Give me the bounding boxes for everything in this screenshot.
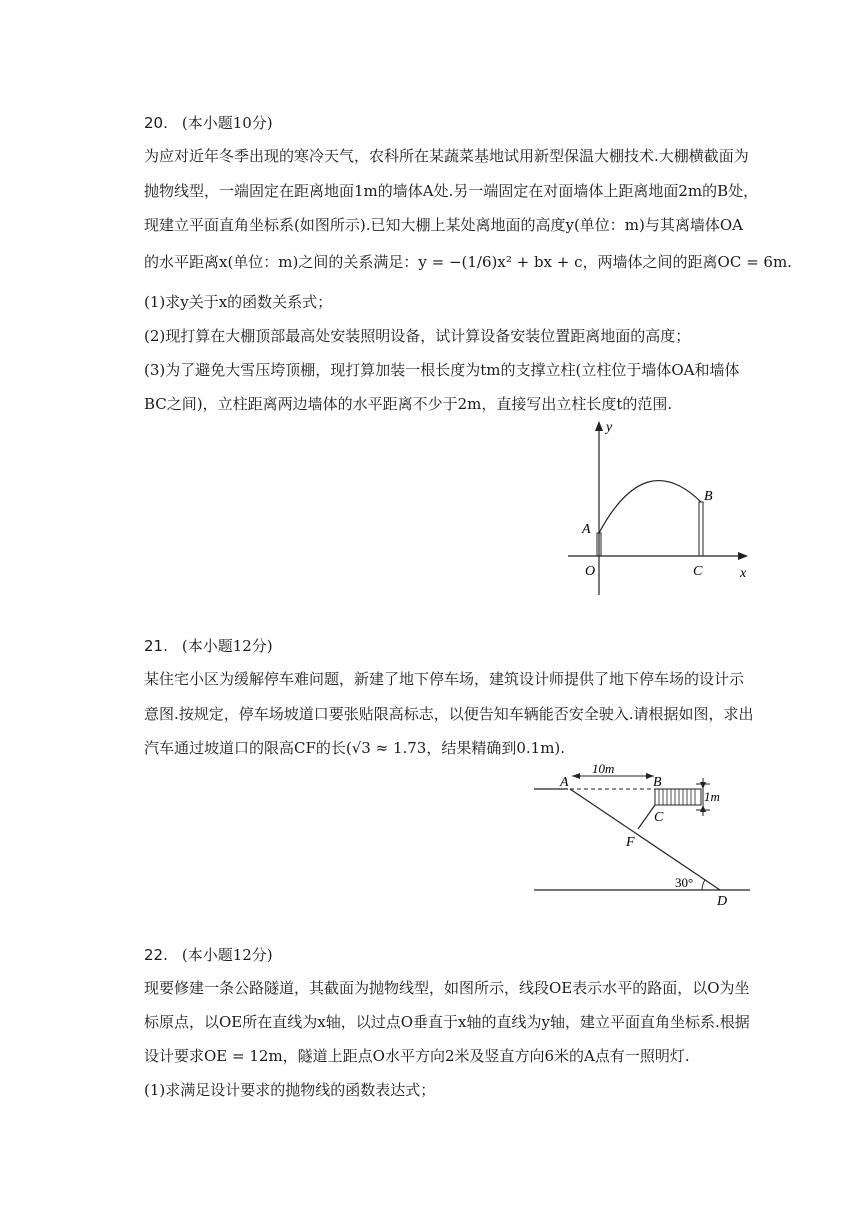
- label-c: C: [654, 810, 664, 825]
- dim-1m-arrow-bottom: [700, 805, 706, 812]
- x-axis-arrow: [738, 552, 748, 560]
- q20-line-1: 为应对近年冬季出现的寒冷天气，农科所在某蔬菜基地试用新型保温大棚技术.大棚横截面为: [144, 147, 749, 165]
- q20-line-4: 的水平距离x(单位：m)之间的关系满足：y = −(1/6)x² + bx + c，两墙体之间的距离OC = 6m.: [144, 253, 792, 271]
- y-axis-arrow: [595, 421, 603, 431]
- q20-part-3b: BC之间)，立柱距离两边墙体的水平距离不少于2m，直接写出立柱长度t的范围.: [144, 395, 673, 413]
- dim-label-10m: 10m: [592, 761, 615, 776]
- label-c: C: [693, 564, 703, 579]
- dim-1m-arrow-top: [700, 782, 706, 789]
- q21-line-1: 某住宅小区为缓解停车难问题，新建了地下停车场，建筑设计师提供了地下停车场的设计示: [144, 670, 745, 688]
- q20-number: 20.: [144, 114, 168, 132]
- parabola-roof: [599, 481, 701, 533]
- q22-number: 22.: [144, 946, 168, 964]
- x-axis-label: x: [740, 566, 747, 581]
- q20-part-3a: (3)为了避免大雪压垮顶棚，现打算加装一根长度为tm的支撑立柱(立柱位于墙体OA和墙体: [144, 361, 740, 379]
- q21-number: 21.: [144, 637, 168, 655]
- q21-line-2: 意图.按规定，停车场坡道口要张贴限高标志，以便告知车辆能否安全驶入.请根据如图，求出: [144, 705, 754, 723]
- q20-part-2: (2)现打算在大棚顶部最高处安装照明设备，试计算设备安装位置距离地面的高度；: [144, 327, 691, 345]
- angle-label: 30°: [675, 875, 694, 890]
- q21-points: (本小题12分): [181, 637, 273, 655]
- y-axis-label: y: [606, 420, 613, 435]
- label-b: B: [704, 489, 713, 504]
- q21-line-3: 汽车通过坡道口的限高CF的长(√3 ≈ 1.73，结果精确到0.1m).: [144, 739, 566, 757]
- label-d: D: [717, 894, 728, 908]
- q20-line-3: 现建立平面直角坐标系(如图所示).已知大棚上某处离地面的高度y(单位：m)与其离墙体OA: [144, 216, 744, 234]
- ceiling-slab: [655, 789, 701, 805]
- q21-header: [144, 636, 273, 656]
- q21-figure: [530, 758, 760, 908]
- slope-ad: [570, 789, 720, 890]
- q22-header: [144, 945, 273, 965]
- label-f: F: [626, 835, 635, 850]
- q20-points: (本小题10分): [181, 114, 273, 132]
- angle-arc: [702, 880, 705, 890]
- slab-hatching: [659, 789, 695, 805]
- q20-figure: [560, 415, 760, 600]
- q22-line-3: 设计要求OE = 12m，隧道上距点O水平方向2米及竖直方向6米的A点有一照明灯.: [144, 1047, 690, 1065]
- label-a: A: [582, 522, 591, 537]
- q22-line-2: 标原点，以OE所在直线为x轴，以过点O垂直于x轴的直线为y轴，建立平面直角坐标系.根据: [144, 1013, 750, 1031]
- label-b: B: [653, 775, 662, 790]
- q20-part-1: (1)求y关于x的函数关系式；: [144, 293, 333, 311]
- label-a: A: [560, 775, 569, 790]
- q20-line-2: 抛物线型，一端固定在距离地面1m的墙体A处.另一端固定在对面墙体上距离地面2m的B处，: [144, 182, 759, 200]
- q22-line-1: 现要修建一条公路隧道，其截面为抛物线型，如图所示，线段OE表示水平的路面，以O为坐: [144, 979, 750, 997]
- dim-arrow-left: [572, 773, 580, 779]
- q22-part-1: (1)求满足设计要求的抛物线的函数表达式；: [144, 1081, 436, 1099]
- wall-bc: [699, 502, 703, 556]
- q20-header: [144, 113, 273, 133]
- q22-points: (本小题12分): [181, 946, 273, 964]
- segment-cf: [638, 805, 655, 829]
- dim-label-1m: 1m: [704, 789, 720, 804]
- label-o: O: [585, 564, 596, 579]
